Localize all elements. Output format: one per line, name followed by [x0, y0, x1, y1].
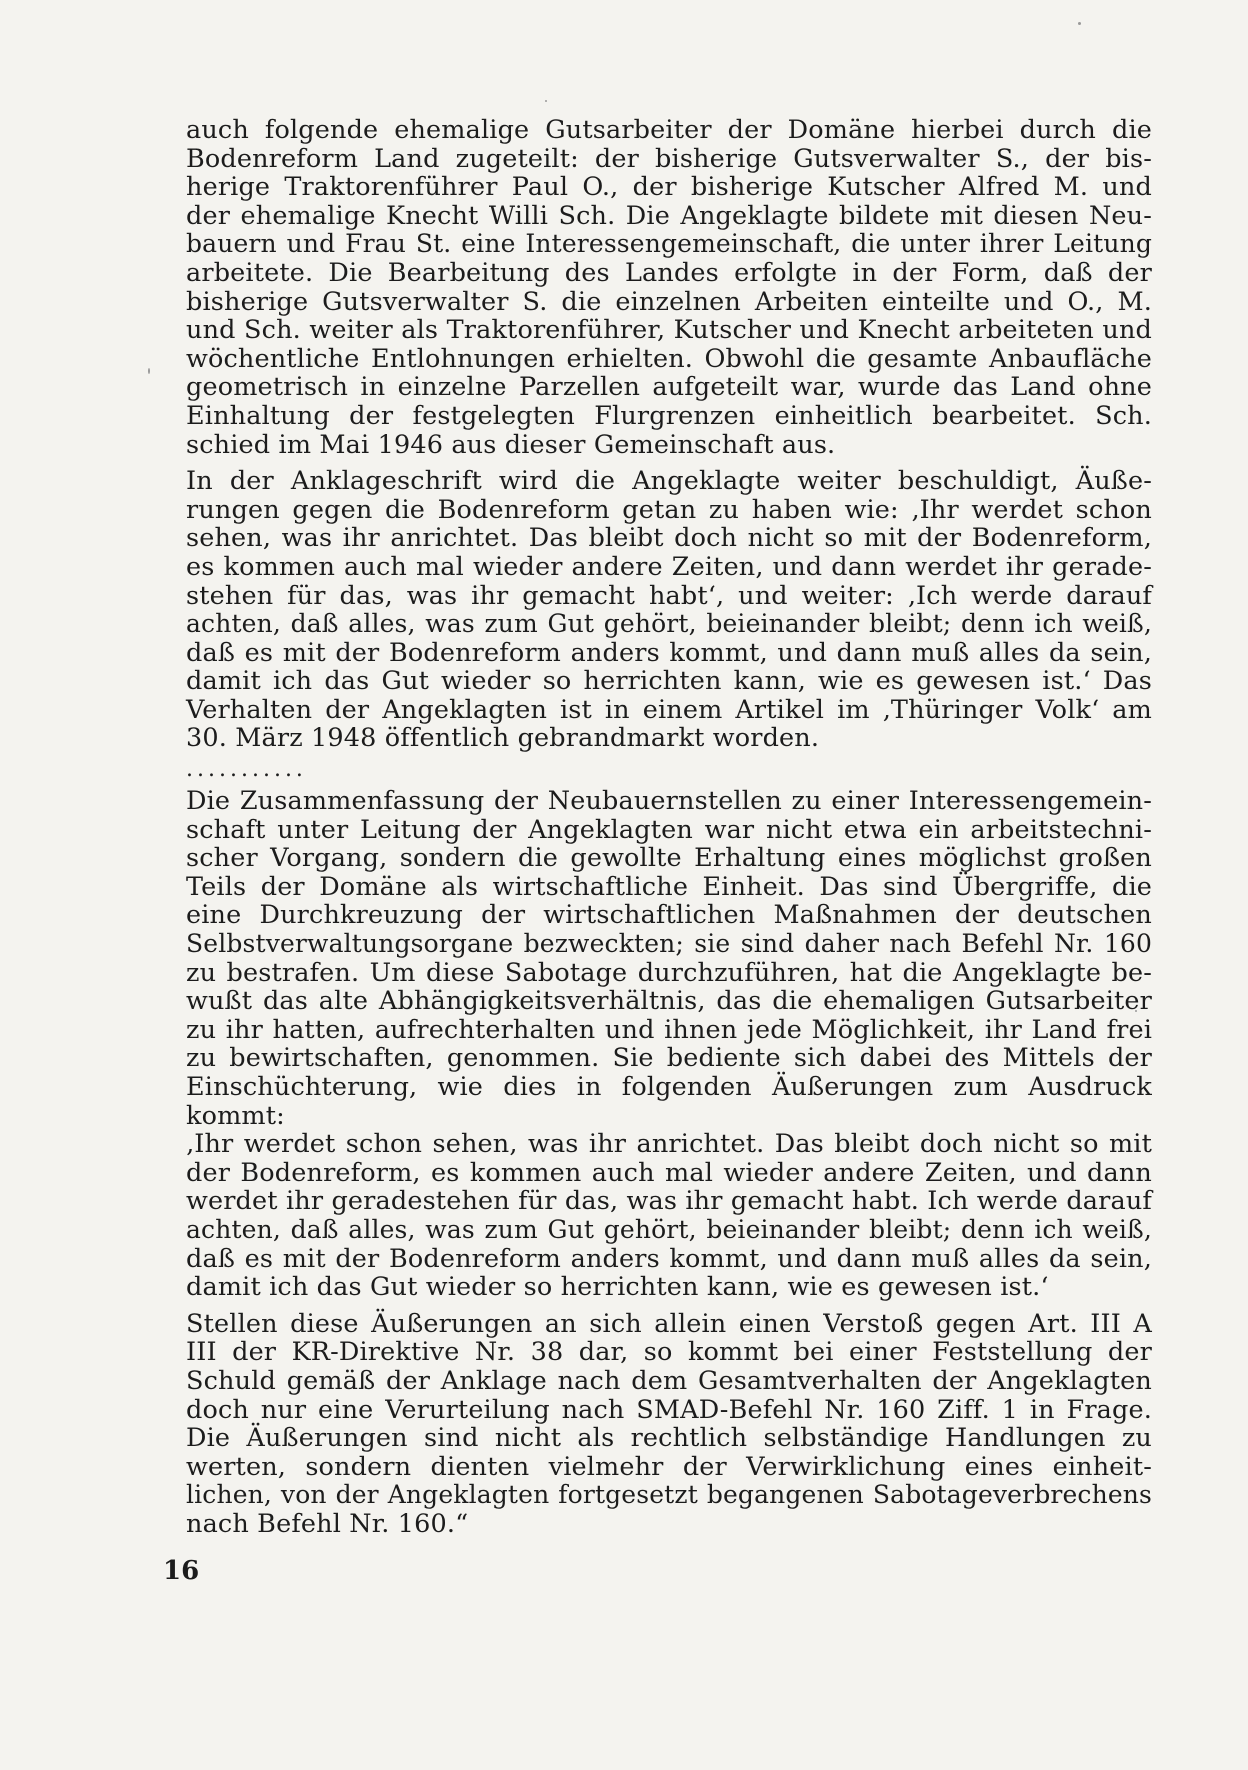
text-line: achten, daß alles, was zum Gut gehört, beieinander bleibt; denn ich weiß, [186, 609, 1152, 639]
text-line: kommt: [186, 1100, 285, 1131]
text-line: geometrisch in einzelne Parzellen aufgeteilt war, wurde das Land ohne [186, 372, 1152, 403]
text-line: daß es mit der Bodenreform anders kommt, und dann muß alles da sein, [186, 637, 1152, 668]
text-line: Stellen diese Äußerungen an sich allein einen Verstoß gegen Art. III A [186, 1308, 1152, 1339]
text-line: In der Anklageschrift wird die Angeklagte weiter beschuldigt, Äuße- [186, 466, 1152, 497]
page-number: 16 [163, 1556, 200, 1586]
text-line: wöchentliche Entlohnungen erhielten. Obwohl die gesamte Anbaufläche [186, 343, 1152, 374]
text-line: rungen gegen die Bodenreform getan zu haben wie: ‚Ihr werdet schon [186, 494, 1152, 525]
text-line: zu bestrafen. Um diese Sabotage durchzuführen, hat die Angeklagte be- [186, 957, 1152, 988]
text-line: Verhalten der Angeklagten ist in einem Artikel im ‚Thüringer Volk‘ am [186, 694, 1152, 725]
text-line: der ehemalige Knecht Willi Sch. Die Angeklagte bildete mit diesen Neu- [186, 200, 1152, 231]
quote-line: achten, daß alles, was zum Gut gehört, beieinander bleibt; denn ich weiß, [186, 1214, 1152, 1244]
paragraph-1 [186, 116, 1152, 459]
text-line: Die Zusammenfassung der Neubauernstellen zu einer Interessengemein- [186, 786, 1152, 817]
text-line: Selbstverwaltungsorgane bezweckten; sie sind daher nach Befehl Nr. 160 [186, 929, 1152, 959]
text-line: 30. März 1948 öffentlich gebrandmarkt worden. [186, 723, 820, 754]
text-line: zu ihr hatten, aufrechterhalten und ihnen jede Möglichkeit, ihr Land frei [186, 1014, 1152, 1045]
text-line: Schuld gemäß der Anklage nach dem Gesamtverhalten der Angeklagten [186, 1365, 1152, 1396]
scan-speck [148, 368, 150, 374]
text-line: es kommen auch mal wieder andere Zeiten, und dann werdet ihr gerade- [186, 551, 1152, 582]
text-line: scher Vorgang, sondern die gewollte Erhaltung eines möglichst großen [186, 843, 1152, 874]
scan-speck [1078, 22, 1081, 25]
text-line: damit ich das Gut wieder so herrichten kann, wie es gewesen ist.‘ Das [186, 666, 1152, 697]
quote-line: werdet ihr geradestehen für das, was ihr gemacht habt. Ich werde darauf [186, 1186, 1152, 1217]
omission-ellipsis: ........... [186, 757, 307, 783]
paragraph-4 [186, 1310, 1152, 1539]
text-line: herige Traktorenführer Paul O., der bisherige Kutscher Alfred M. und [186, 172, 1152, 203]
text-line: arbeitete. Die Bearbeitung des Landes erfolgte in der Form, daß der [186, 257, 1152, 288]
text-line: Einschüchterung, wie dies in folgenden Äußerungen zum Ausdruck [186, 1072, 1152, 1102]
text-line: nach Befehl Nr. 160.“ [186, 1508, 469, 1539]
scan-speck [545, 100, 547, 102]
text-line: Die Äußerungen sind nicht als rechtlich selbständige Handlungen zu [186, 1423, 1152, 1454]
paragraph-2 [186, 467, 1152, 753]
quote-line: damit ich das Gut wieder so herrichten kann, wie es gewesen ist.‘ [186, 1272, 1049, 1303]
text-line: schied im Mai 1946 aus dieser Gemeinschaft aus. [186, 429, 836, 460]
text-line: schaft unter Leitung der Angeklagten war nicht etwa ein arbeitstechni- [186, 814, 1152, 845]
text-line: lichen, von der Angeklagten fortgesetzt begangenen Sabotageverbrechens [186, 1480, 1152, 1510]
text-line: und Sch. weiter als Traktorenführer, Kutscher und Knecht arbeiteten und [186, 315, 1152, 346]
text-line: doch nur eine Verurteilung nach SMAD-Befehl Nr. 160 Ziff. 1 in Frage. [186, 1394, 1152, 1425]
text-line: wußt das alte Abhängigkeitsverhältnis, das die ehemaligen Gutsarbeiter [186, 986, 1152, 1017]
text-line: werten, sondern dienten vielmehr der Verwirklichung eines einheit- [186, 1451, 1152, 1482]
text-line: bauern und Frau St. eine Interessengemeinschaft, die unter ihrer Leitung [186, 229, 1152, 259]
text-line: Bodenreform Land zugeteilt: der bisherige Gutsverwalter S., der bis- [186, 143, 1152, 174]
text-line: eine Durchkreuzung der wirtschaftlichen Maßnahmen der deutschen [186, 900, 1152, 931]
paragraph-3 [186, 787, 1152, 1302]
text-line: bisherige Gutsverwalter S. die einzelnen Arbeiten einteilte und O., M. [186, 286, 1152, 317]
quote-line: ‚Ihr werdet schon sehen, was ihr anrichtet. Das bleibt doch nicht so mit [186, 1129, 1152, 1160]
text-line: Teils der Domäne als wirtschaftliche Einheit. Das sind Übergriffe, die [186, 871, 1152, 902]
text-line: auch folgende ehemalige Gutsarbeiter der Domäne hierbei durch die [186, 115, 1152, 145]
text-line: stehen für das, was ihr gemacht habt‘, und weiter: ‚Ich werde darauf [186, 580, 1152, 611]
text-line: Einhaltung der festgelegten Flurgrenzen einheitlich bearbeitet. Sch. [186, 400, 1152, 431]
text-line: III der KR-Direktive Nr. 38 dar, so kommt bei einer Feststellung der [186, 1337, 1152, 1368]
text-line: zu bewirtschaften, genommen. Sie bediente sich dabei des Mittels der [186, 1043, 1152, 1074]
quote-line: der Bodenreform, es kommen auch mal wieder andere Zeiten, und dann [186, 1157, 1152, 1188]
body-text [186, 116, 1152, 1539]
quote-line: daß es mit der Bodenreform anders kommt, und dann muß alles da sein, [186, 1243, 1152, 1274]
text-line: sehen, was ihr anrichtet. Das bleibt doch nicht so mit der Bodenreform, [186, 523, 1152, 554]
